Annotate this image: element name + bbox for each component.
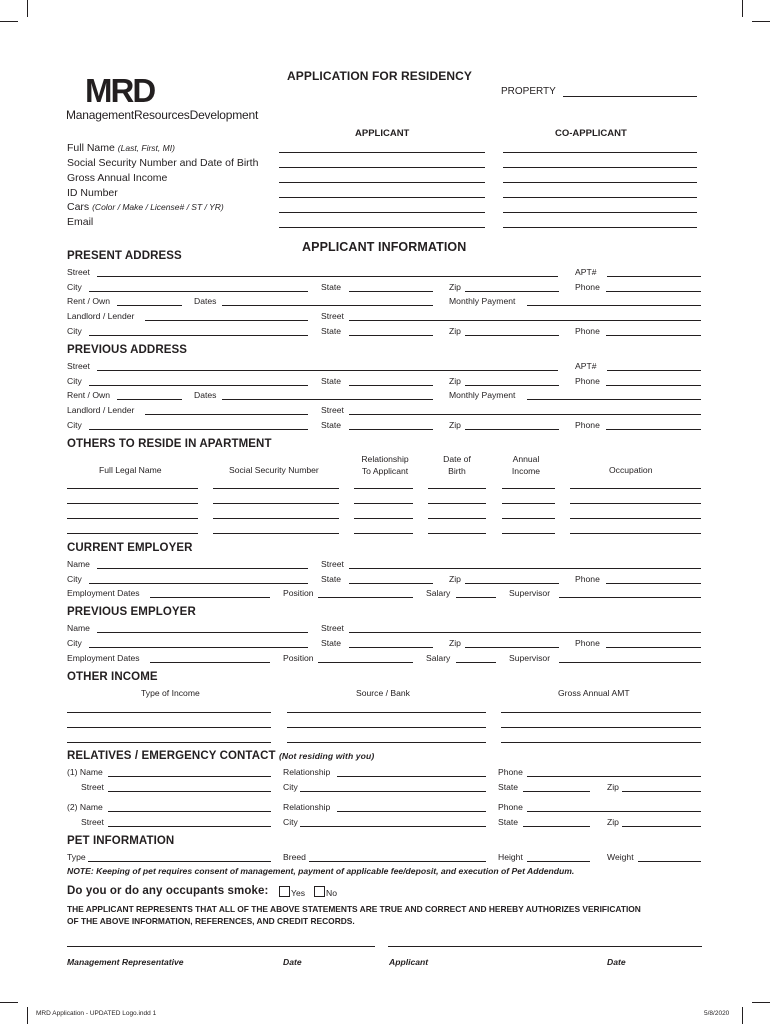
employer-name-input[interactable] bbox=[97, 632, 308, 633]
position-label: Position bbox=[283, 588, 314, 598]
col-full-legal-name: Full Legal Name bbox=[99, 465, 162, 475]
employer-city-input[interactable] bbox=[89, 583, 308, 584]
relative-1-city-input[interactable] bbox=[300, 791, 486, 792]
apt-input[interactable] bbox=[607, 276, 701, 277]
relative-1-name-input[interactable] bbox=[108, 776, 271, 777]
relative-2-zip-label: Zip bbox=[607, 817, 619, 827]
crop-mark bbox=[742, 1007, 743, 1024]
present-address-heading: PRESENT ADDRESS bbox=[67, 250, 182, 262]
phone-label: Phone bbox=[575, 282, 600, 292]
employer-street-label: Street bbox=[321, 623, 344, 633]
salary-input[interactable] bbox=[456, 597, 496, 598]
smoke-no-option[interactable]: No bbox=[314, 886, 337, 898]
salary-label: Salary bbox=[426, 653, 451, 663]
col-relationship: Relationship To Applicant bbox=[361, 454, 409, 476]
pet-breed-input[interactable] bbox=[309, 861, 486, 862]
zip-label: Zip bbox=[449, 376, 461, 386]
employer-state-label: State bbox=[321, 638, 342, 648]
relative-2-name-input[interactable] bbox=[108, 811, 271, 812]
landlord-city-label: City bbox=[67, 326, 82, 336]
employer-name-input[interactable] bbox=[97, 568, 308, 569]
position-input[interactable] bbox=[318, 597, 413, 598]
others-ssn-input[interactable] bbox=[213, 518, 339, 519]
phone-label: Phone bbox=[575, 376, 600, 386]
salary-label: Salary bbox=[426, 588, 451, 598]
apt-label: APT# bbox=[575, 267, 597, 277]
others-occupation-input[interactable] bbox=[570, 533, 701, 534]
landlord-zip-input[interactable] bbox=[465, 335, 559, 336]
employer-name-label: Name bbox=[67, 623, 90, 633]
personal-field-label: Social Security Number and Date of Birth bbox=[67, 157, 259, 169]
others-dob-input[interactable] bbox=[428, 488, 486, 489]
employer-zip-label: Zip bbox=[449, 638, 461, 648]
supervisor-label: Supervisor bbox=[509, 588, 551, 598]
pet-weight-input[interactable] bbox=[638, 861, 701, 862]
rent-own-label: Rent / Own bbox=[67, 390, 110, 400]
state-label: State bbox=[321, 282, 342, 292]
employer-street-label: Street bbox=[321, 559, 344, 569]
relative-2-city-input[interactable] bbox=[300, 826, 486, 827]
previous-address-heading: PREVIOUS ADDRESS bbox=[67, 344, 188, 356]
management-signature-line[interactable] bbox=[67, 946, 375, 947]
state-label: State bbox=[321, 376, 342, 386]
col-ssn: Social Security Number bbox=[229, 465, 319, 475]
applicant-input[interactable] bbox=[279, 197, 485, 198]
col-type-of-income: Type of Income bbox=[141, 688, 200, 698]
logo-text: ManagementResourcesDevelopment bbox=[66, 108, 259, 122]
employment-dates-label: Employment Dates bbox=[67, 653, 140, 663]
previous-employer-heading: PREVIOUS EMPLOYER bbox=[67, 606, 196, 618]
employment-dates-label: Employment Dates bbox=[67, 588, 140, 598]
employer-state-input[interactable] bbox=[349, 583, 433, 584]
landlord-state-input[interactable] bbox=[349, 335, 433, 336]
landlord-street-input[interactable] bbox=[349, 320, 701, 321]
relative-1-street-label: Street bbox=[81, 782, 104, 792]
others-income-input[interactable] bbox=[502, 488, 555, 489]
zip-input[interactable] bbox=[465, 291, 559, 292]
monthly-payment-label: Monthly Payment bbox=[449, 296, 516, 306]
relative-2-zip-input[interactable] bbox=[622, 826, 701, 827]
relative-1-state-input[interactable] bbox=[523, 791, 590, 792]
relative-1-street-input[interactable] bbox=[108, 791, 271, 792]
relative-2-city-label: City bbox=[283, 817, 298, 827]
crop-mark bbox=[742, 0, 743, 17]
property-field[interactable] bbox=[563, 96, 697, 97]
relative-2-phone-input[interactable] bbox=[527, 811, 701, 812]
col-gross-annual-amt: Gross Annual AMT bbox=[558, 688, 630, 698]
others-name-input[interactable] bbox=[67, 533, 198, 534]
relative-2-state-label: State bbox=[498, 817, 519, 827]
pet-height-label: Height bbox=[498, 852, 523, 862]
others-dob-input[interactable] bbox=[428, 503, 486, 504]
personal-field-label: Email bbox=[67, 216, 94, 228]
relative-1-city-label: City bbox=[283, 782, 298, 792]
pet-note: NOTE: Keeping of pet requires consent of management, payment of applicable fee/deposit, and execution of Pet Addendum. bbox=[67, 866, 575, 876]
landlord-input[interactable] bbox=[145, 320, 308, 321]
landlord-street-label: Street bbox=[321, 311, 344, 321]
others-rel-input[interactable] bbox=[354, 488, 413, 489]
relative-1-zip-input[interactable] bbox=[622, 791, 701, 792]
city-input[interactable] bbox=[89, 291, 308, 292]
personal-field-label: Cars (Color / Make / License# / ST / YR) bbox=[67, 201, 224, 213]
footer-date: 5/8/2020 bbox=[704, 1010, 730, 1017]
others-name-input[interactable] bbox=[67, 503, 198, 504]
certification-line-1: THE APPLICANT REPRESENTS THAT ALL OF THE ABOVE STATEMENTS ARE TRUE AND CORRECT AND HEREBY AUTHORIZES VERIFICATION bbox=[67, 904, 641, 914]
zip-label: Zip bbox=[449, 282, 461, 292]
smoke-question: Do you or do any occupants smoke: bbox=[67, 885, 269, 897]
logo bbox=[66, 74, 258, 122]
co-applicant-input[interactable] bbox=[503, 152, 697, 153]
income-source-input[interactable] bbox=[287, 742, 486, 743]
landlord-input[interactable] bbox=[145, 414, 308, 415]
col-income: Annual Income bbox=[511, 454, 541, 476]
applicant-info-heading: APPLICANT INFORMATION bbox=[302, 240, 467, 254]
management-rep-label: Management Representative bbox=[67, 957, 184, 967]
phone-input[interactable] bbox=[606, 385, 701, 386]
relative-2-relationship-label: Relationship bbox=[283, 802, 331, 812]
income-type-input[interactable] bbox=[67, 727, 271, 728]
relative-2-name-label: (2) Name bbox=[67, 802, 103, 812]
co-applicant-input[interactable] bbox=[503, 227, 697, 228]
others-occupation-input[interactable] bbox=[570, 488, 701, 489]
employer-zip-label: Zip bbox=[449, 574, 461, 584]
income-type-input[interactable] bbox=[67, 712, 271, 713]
others-income-input[interactable] bbox=[502, 518, 555, 519]
co-applicant-column-heading: CO-APPLICANT bbox=[555, 128, 627, 139]
employer-city-label: City bbox=[67, 574, 82, 584]
landlord-street-label: Street bbox=[321, 405, 344, 415]
employer-city-input[interactable] bbox=[89, 647, 308, 648]
personal-field-label: Gross Annual Income bbox=[67, 172, 168, 184]
landlord-label: Landlord / Lender bbox=[67, 405, 135, 415]
relative-1-relationship-label: Relationship bbox=[283, 767, 331, 777]
income-source-input[interactable] bbox=[287, 727, 486, 728]
management-date-label: Date bbox=[283, 957, 302, 967]
employer-phone-label: Phone bbox=[575, 574, 600, 584]
others-income-input[interactable] bbox=[502, 503, 555, 504]
relative-1-zip-label: Zip bbox=[607, 782, 619, 792]
others-dob-input[interactable] bbox=[428, 518, 486, 519]
landlord-city-input[interactable] bbox=[89, 429, 308, 430]
employer-phone-label: Phone bbox=[575, 638, 600, 648]
current-employer-heading: CURRENT EMPLOYER bbox=[67, 542, 193, 554]
city-label: City bbox=[67, 376, 82, 386]
position-label: Position bbox=[283, 653, 314, 663]
col-dob: Date of Birth bbox=[443, 454, 471, 476]
relative-1-phone-input[interactable] bbox=[527, 776, 701, 777]
landlord-city-input[interactable] bbox=[89, 335, 308, 336]
pet-heading: PET INFORMATION bbox=[67, 835, 175, 847]
landlord-phone-input[interactable] bbox=[606, 429, 701, 430]
relatives-heading: RELATIVES / EMERGENCY CONTACT (Not residing with you) bbox=[67, 750, 375, 762]
landlord-state-label: State bbox=[321, 420, 342, 430]
personal-field-label: ID Number bbox=[67, 187, 118, 199]
street-label: Street bbox=[67, 361, 90, 371]
landlord-zip-label: Zip bbox=[449, 326, 461, 336]
position-input[interactable] bbox=[318, 662, 413, 663]
landlord-zip-label: Zip bbox=[449, 420, 461, 430]
others-ssn-input[interactable] bbox=[213, 503, 339, 504]
crop-mark bbox=[0, 1002, 18, 1003]
applicant-column-heading: APPLICANT bbox=[355, 128, 410, 139]
others-occupation-input[interactable] bbox=[570, 518, 701, 519]
smoke-no-checkbox[interactable] bbox=[314, 886, 325, 897]
landlord-phone-label: Phone bbox=[575, 326, 600, 336]
monthly-payment-input[interactable] bbox=[527, 399, 701, 400]
state-input[interactable] bbox=[349, 291, 433, 292]
supervisor-input[interactable] bbox=[559, 597, 701, 598]
employer-state-input[interactable] bbox=[349, 647, 433, 648]
employment-dates-input[interactable] bbox=[150, 662, 270, 663]
others-ssn-input[interactable] bbox=[213, 488, 339, 489]
employer-name-label: Name bbox=[67, 559, 90, 569]
landlord-zip-input[interactable] bbox=[465, 429, 559, 430]
supervisor-label: Supervisor bbox=[509, 653, 551, 663]
others-dob-input[interactable] bbox=[428, 533, 486, 534]
street-input[interactable] bbox=[97, 370, 558, 371]
others-rel-input[interactable] bbox=[354, 503, 413, 504]
co-applicant-input[interactable] bbox=[503, 182, 697, 183]
street-label: Street bbox=[67, 267, 90, 277]
income-amt-input[interactable] bbox=[501, 742, 701, 743]
dates-input[interactable] bbox=[222, 399, 433, 400]
relative-1-name-label: (1) Name bbox=[67, 767, 103, 777]
applicant-date-label: Date bbox=[607, 957, 626, 967]
others-occupation-input[interactable] bbox=[570, 503, 701, 504]
landlord-city-label: City bbox=[67, 420, 82, 430]
applicant-label: Applicant bbox=[389, 957, 429, 967]
relative-2-relationship-input[interactable] bbox=[337, 811, 486, 812]
others-name-input[interactable] bbox=[67, 518, 198, 519]
relative-2-state-input[interactable] bbox=[523, 826, 590, 827]
others-name-input[interactable] bbox=[67, 488, 198, 489]
relative-2-phone-label: Phone bbox=[498, 802, 523, 812]
crop-mark bbox=[752, 1002, 770, 1003]
property-label: PROPERTY bbox=[501, 86, 556, 97]
crop-mark bbox=[27, 1007, 28, 1024]
landlord-phone-input[interactable] bbox=[606, 335, 701, 336]
apt-input[interactable] bbox=[607, 370, 701, 371]
street-input[interactable] bbox=[97, 276, 558, 277]
footer-file: MRD Application - UPDATED Logo.indd 1 bbox=[36, 1010, 157, 1017]
applicant-input[interactable] bbox=[279, 152, 485, 153]
apt-label: APT# bbox=[575, 361, 597, 371]
dates-label: Dates bbox=[194, 296, 217, 306]
others-ssn-input[interactable] bbox=[213, 533, 339, 534]
crop-mark bbox=[752, 21, 770, 22]
monthly-payment-input[interactable] bbox=[527, 305, 701, 306]
relative-1-phone-label: Phone bbox=[498, 767, 523, 777]
employer-phone-input[interactable] bbox=[606, 583, 701, 584]
income-amt-input[interactable] bbox=[501, 727, 701, 728]
others-heading: OTHERS TO RESIDE IN APARTMENT bbox=[67, 438, 272, 450]
income-source-input[interactable] bbox=[287, 712, 486, 713]
relative-1-state-label: State bbox=[498, 782, 519, 792]
landlord-street-input[interactable] bbox=[349, 414, 701, 415]
state-input[interactable] bbox=[349, 385, 433, 386]
crop-mark bbox=[0, 21, 18, 22]
applicant-input[interactable] bbox=[279, 182, 485, 183]
income-amt-input[interactable] bbox=[501, 712, 701, 713]
phone-input[interactable] bbox=[606, 291, 701, 292]
logo-mark: MRD bbox=[85, 72, 155, 109]
employer-street-input[interactable] bbox=[349, 568, 701, 569]
supervisor-input[interactable] bbox=[559, 662, 701, 663]
others-rel-input[interactable] bbox=[354, 533, 413, 534]
landlord-state-input[interactable] bbox=[349, 429, 433, 430]
income-type-input[interactable] bbox=[67, 742, 271, 743]
employer-zip-input[interactable] bbox=[465, 583, 559, 584]
col-source-bank: Source / Bank bbox=[356, 688, 410, 698]
employer-zip-input[interactable] bbox=[465, 647, 559, 648]
dates-input[interactable] bbox=[222, 305, 433, 306]
co-applicant-input[interactable] bbox=[503, 197, 697, 198]
zip-input[interactable] bbox=[465, 385, 559, 386]
pet-type-label: Type bbox=[67, 852, 86, 862]
co-applicant-input[interactable] bbox=[503, 212, 697, 213]
other-income-heading: OTHER INCOME bbox=[67, 671, 158, 683]
certification-line-2: OF THE ABOVE INFORMATION, REFERENCES, AND CREDIT RECORDS. bbox=[67, 916, 355, 926]
applicant-input[interactable] bbox=[279, 167, 485, 168]
landlord-state-label: State bbox=[321, 326, 342, 336]
personal-field-label: Full Name (Last, First, MI) bbox=[67, 142, 175, 154]
co-applicant-input[interactable] bbox=[503, 167, 697, 168]
applicant-input[interactable] bbox=[279, 212, 485, 213]
employer-city-label: City bbox=[67, 638, 82, 648]
dates-label: Dates bbox=[194, 390, 217, 400]
monthly-payment-label: Monthly Payment bbox=[449, 390, 516, 400]
employer-state-label: State bbox=[321, 574, 342, 584]
city-input[interactable] bbox=[89, 385, 308, 386]
relative-1-relationship-input[interactable] bbox=[337, 776, 486, 777]
applicant-input[interactable] bbox=[279, 227, 485, 228]
applicant-signature-line[interactable] bbox=[388, 946, 702, 947]
city-label: City bbox=[67, 282, 82, 292]
pet-height-input[interactable] bbox=[527, 861, 590, 862]
rent-own-input[interactable] bbox=[117, 399, 182, 400]
smoke-yes-checkbox[interactable] bbox=[279, 886, 290, 897]
page-title: APPLICATION FOR RESIDENCY bbox=[287, 69, 472, 83]
rent-own-label: Rent / Own bbox=[67, 296, 110, 306]
landlord-label: Landlord / Lender bbox=[67, 311, 135, 321]
others-income-input[interactable] bbox=[502, 533, 555, 534]
salary-input[interactable] bbox=[456, 662, 496, 663]
pet-breed-label: Breed bbox=[283, 852, 306, 862]
others-rel-input[interactable] bbox=[354, 518, 413, 519]
pet-weight-label: Weight bbox=[607, 852, 634, 862]
employer-phone-input[interactable] bbox=[606, 647, 701, 648]
rent-own-input[interactable] bbox=[117, 305, 182, 306]
col-occupation: Occupation bbox=[609, 465, 653, 475]
relative-2-street-input[interactable] bbox=[108, 826, 271, 827]
pet-type-input[interactable] bbox=[88, 861, 271, 862]
landlord-phone-label: Phone bbox=[575, 420, 600, 430]
relative-2-street-label: Street bbox=[81, 817, 104, 827]
employment-dates-input[interactable] bbox=[150, 597, 270, 598]
smoke-yes-option[interactable]: Yes bbox=[279, 886, 305, 898]
employer-street-input[interactable] bbox=[349, 632, 701, 633]
crop-mark bbox=[27, 0, 28, 17]
